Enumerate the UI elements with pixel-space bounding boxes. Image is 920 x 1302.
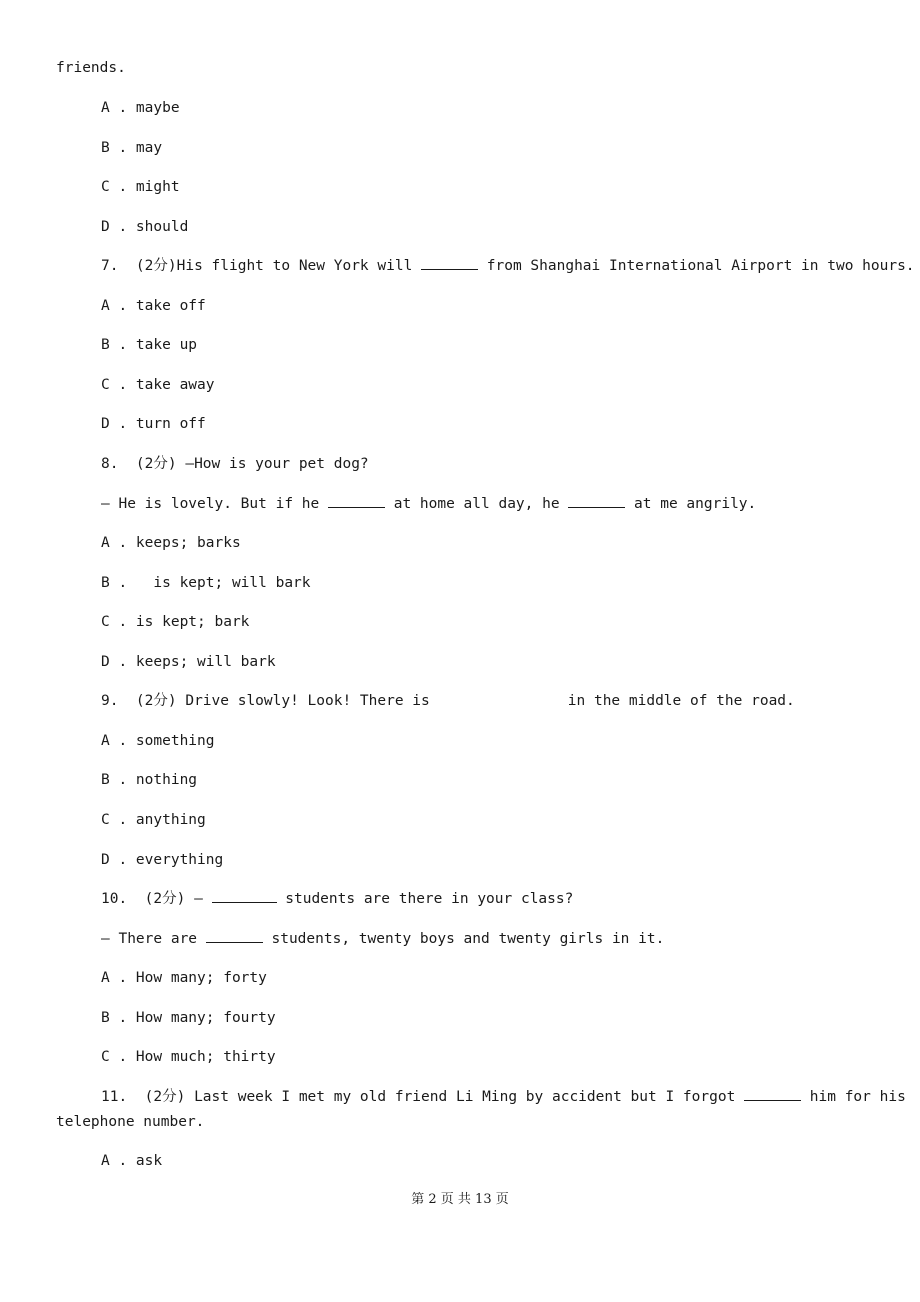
q11-stem-pre: 11. (2分) Last week I met my old friend Li Ming by accident but I forgot [101,1089,745,1105]
q9-option-d: D . everything [101,852,224,868]
page-footer: 第 2 页 共 13 页 [411,1192,509,1207]
answer-blank [421,256,478,270]
q7-option-d: D . turn off [101,416,206,432]
question-6-tail: friends. [56,60,126,76]
question-7-stem [101,256,915,276]
q7-option-a: A . take off [101,298,206,314]
q7-stem-post: from Shanghai International Airport in two hours. [478,258,915,274]
q8-option-d: D . keeps; will bark [101,654,276,670]
q9-option-b: B . nothing [101,772,198,788]
q9-stem-pre: 9. (2分) Drive slowly! Look! There is [101,693,430,709]
q8-line2-pre: — He is lovely. But if he [101,496,328,512]
question-10-line2 [101,929,664,949]
q11-stem-post: him for his [801,1089,906,1105]
q8-line2-post: at me angrily. [625,496,757,512]
q11-option-a: A . ask [101,1153,163,1169]
q9-option-a: A . something [101,733,215,749]
q10-stem-post: students are there in your class? [276,891,574,907]
q7-stem-pre: 7. (2分)His flight to New York will [101,258,422,274]
question-10-stem [101,889,573,909]
question-8-line2 [101,494,756,514]
answer-blank [206,929,263,943]
question-8-stem: 8. (2分) —How is your pet dog? [101,456,369,472]
answer-blank [568,494,625,508]
question-9-stem [101,691,795,711]
answer-blank [328,494,385,508]
q7-option-c: C . take away [101,377,215,393]
q6-option-c: C . might [101,179,180,195]
q10-option-b: B . How many; fourty [101,1010,276,1026]
q10-stem-pre: 10. (2分) — [101,891,212,907]
answer-blank [744,1087,801,1101]
q8-line2-mid: at home all day, he [384,496,569,512]
q10-line2-post: students, twenty boys and twenty girls in it. [262,931,665,947]
q9-option-c: C . anything [101,812,206,828]
question-11-line2: telephone number. [56,1114,205,1130]
q8-option-c: C . is kept; bark [101,614,250,630]
q7-option-b: B . take up [101,337,198,353]
q8-option-a: A . keeps; barks [101,535,241,551]
q10-option-c: C . How much; thirty [101,1049,276,1065]
q6-option-d: D . should [101,219,189,235]
q10-option-a: A . How many; forty [101,970,267,986]
q9-stem-post: in the middle of the road. [567,693,795,709]
q6-option-a: A . maybe [101,100,180,116]
answer-blank [212,889,277,903]
q6-option-b: B . may [101,140,163,156]
q10-line2-pre: — There are [101,931,206,947]
q8-option-b: B . is kept; will bark [101,575,311,591]
question-11-stem [101,1087,906,1107]
